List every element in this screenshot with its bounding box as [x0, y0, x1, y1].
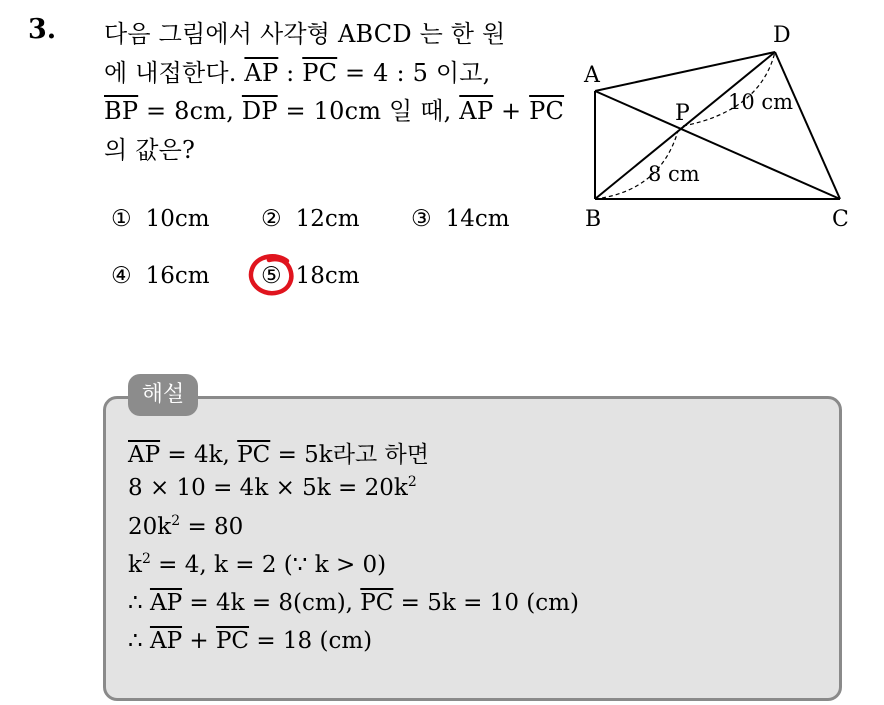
side-ad [595, 52, 775, 91]
segment-bp: $\overline{BP}$ [104, 97, 139, 125]
plus-sign: + [493, 97, 530, 125]
quadrilateral-figure [575, 16, 865, 238]
math-text: = 18 (cm) [249, 628, 373, 654]
side-dc [775, 52, 840, 199]
choice-4[interactable] [111, 263, 210, 289]
explanation-line-4 [128, 552, 386, 578]
choice-text: 10cm [145, 206, 210, 232]
exponent: 2 [141, 551, 151, 567]
math-text: k [128, 552, 142, 578]
ratio-colon: : [278, 59, 303, 87]
length-label-bp: 8 cm [648, 162, 700, 186]
segment-pc: $\overline{PC}$ [529, 97, 565, 125]
question-line-2 [104, 53, 490, 88]
vertex-label-d: D [773, 23, 791, 48]
explanation-tab: 해설 [128, 374, 198, 416]
therefore-sign: ∴ [128, 628, 150, 654]
ratio-value: = 4 : 5 이고, [337, 59, 491, 87]
explanation-line-2 [128, 475, 417, 501]
segment-pc: $\overline{PC}$ [302, 59, 338, 87]
choice-number: ⑤ [261, 263, 282, 289]
math-text: = 80 [180, 514, 244, 540]
segment-ap: $\overline{AP}$ [459, 97, 494, 125]
choice-number: ② [261, 206, 282, 232]
choice-text: 14cm [445, 206, 510, 232]
math-text: = 4k = 8(cm), [182, 590, 361, 616]
segment-ap: $\overline{AP}$ [149, 628, 183, 654]
choice-text: 12cm [295, 206, 360, 232]
math-text: 8 × 10 = 4k × 5k = 20k [128, 475, 408, 501]
vertex-label-c: C [832, 207, 849, 232]
segment-pc: $\overline{PC}$ [237, 442, 271, 468]
exponent: 2 [407, 474, 417, 490]
segment-pc: $\overline{PC}$ [215, 628, 250, 654]
segment-dp: $\overline{DP}$ [241, 97, 278, 125]
vertex-label-p: P [675, 101, 690, 126]
question-text: 의 값은? [104, 136, 196, 164]
choice-text: 16cm [145, 263, 210, 289]
question-line-4 [104, 130, 195, 165]
length-label-dp: 10 cm [728, 90, 794, 114]
choice-number: ① [111, 206, 132, 232]
vertex-label-a: A [584, 63, 600, 88]
math-text: = 4, k = 2 (∵ k > 0) [150, 552, 387, 578]
dp-length: = 10cm 일 때, [277, 97, 460, 125]
choice-text: 18cm [295, 263, 360, 289]
choice-3[interactable] [411, 206, 510, 232]
bp-length: = 8cm, [138, 97, 242, 125]
therefore-sign: ∴ [128, 590, 150, 616]
math-text: = 4k, [160, 442, 238, 468]
explanation-line-3 [128, 514, 243, 540]
answer-mark-circle [247, 253, 297, 297]
choice-1[interactable] [111, 206, 210, 232]
choice-number: ③ [411, 206, 432, 232]
question-text: 다음 그림에서 사각형 ABCD 는 한 원 [104, 20, 506, 48]
plus-sign: + [182, 628, 216, 654]
question-number: 3. [28, 14, 57, 45]
math-text: 20k [128, 514, 172, 540]
exponent: 2 [171, 513, 181, 529]
choice-2[interactable] [261, 206, 360, 232]
question-text: 에 내접한다. [104, 59, 245, 87]
vertex-label-b: B [585, 207, 602, 232]
segment-ap: $\overline{AP}$ [128, 442, 161, 468]
explanation-line-5 [128, 590, 579, 616]
question-line-3 [104, 91, 564, 126]
diagonal-ac [595, 91, 840, 199]
explanation-line-6 [128, 628, 372, 654]
choice-number: ④ [111, 263, 132, 289]
segment-ap: $\overline{AP}$ [149, 590, 183, 616]
segment-ap: $\overline{AP}$ [244, 59, 279, 87]
question-line-1 [104, 14, 505, 49]
math-text: = 5k = 10 (cm) [393, 590, 579, 616]
math-text: = 5k라고 하면 [270, 442, 429, 468]
explanation-line-1 [128, 436, 429, 469]
segment-pc: $\overline{PC}$ [360, 590, 394, 616]
